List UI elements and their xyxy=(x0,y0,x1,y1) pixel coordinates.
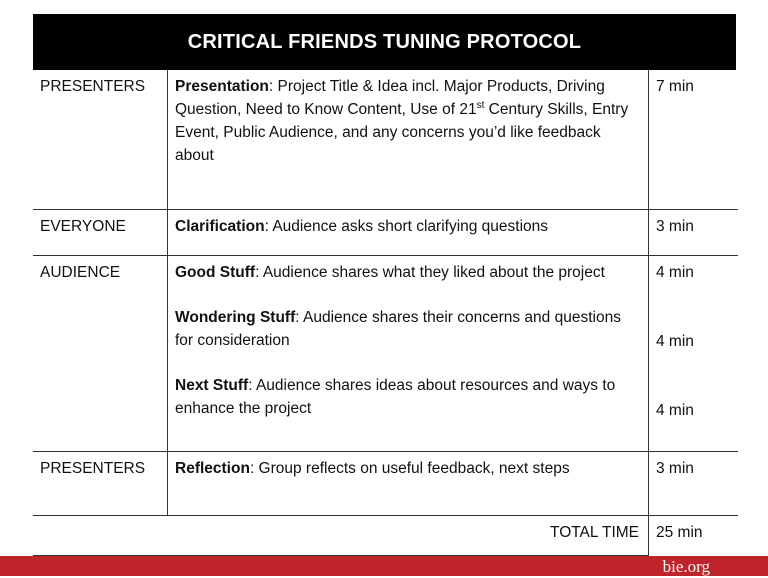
time-value: 4 min xyxy=(656,333,694,350)
step-text: : Project Title & Idea incl. Major Products, Driving Question, Need to Know Content, Use of 21 xyxy=(175,78,605,118)
brand-logo-text: bie.org xyxy=(662,557,710,576)
step-label: Wondering Stuff xyxy=(175,309,296,326)
description-cell xyxy=(168,256,649,452)
table-row xyxy=(33,452,738,516)
step-superscript: st xyxy=(476,99,485,111)
table-row xyxy=(33,210,738,256)
step-entry xyxy=(175,306,641,352)
step-entry xyxy=(175,374,641,420)
description-cell xyxy=(168,70,649,210)
step-label: Next Stuff xyxy=(175,377,249,394)
description-cell xyxy=(168,452,649,516)
step-text: Century Skills, Entry Event, Public Audience, and any concerns you’d like feedback about xyxy=(175,101,629,164)
role-cell: AUDIENCE xyxy=(33,256,168,452)
step-label: Reflection xyxy=(175,460,250,477)
total-label: TOTAL TIME xyxy=(33,516,649,556)
time-value: 4 min xyxy=(656,264,694,281)
step-text: : Audience shares ideas about resources and ways to enhance the project xyxy=(175,377,616,417)
role-cell: EVERYONE xyxy=(33,210,168,256)
step-entry xyxy=(175,261,641,284)
total-row xyxy=(33,516,738,556)
time-cell xyxy=(649,452,739,516)
step-text: : Audience asks short clarifying questions xyxy=(264,218,549,235)
description-cell xyxy=(168,210,649,256)
role-cell: PRESENTERS xyxy=(33,70,168,210)
footer-bar xyxy=(0,556,768,576)
page-title: CRITICAL FRIENDS TUNING PROTOCOL xyxy=(33,14,736,70)
table-row xyxy=(33,256,738,452)
time-value: 4 min xyxy=(656,402,694,419)
time-value: 3 min xyxy=(656,460,694,477)
total-value: 25 min xyxy=(656,524,703,541)
step-text: : Audience shares their concerns and questions for consideration xyxy=(175,309,621,349)
step-text: : Group reflects on useful feedback, next steps xyxy=(249,460,570,477)
step-label: Clarification xyxy=(175,218,265,235)
time-value: 3 min xyxy=(656,218,694,235)
protocol-table xyxy=(33,70,738,556)
step-label: Good Stuff xyxy=(175,264,256,281)
time-cell xyxy=(649,210,739,256)
time-cell xyxy=(649,256,739,452)
time-cell xyxy=(649,70,739,210)
step-label: Presentation xyxy=(175,78,269,95)
time-value: 7 min xyxy=(656,78,694,95)
step-text: : Audience shares what they liked about the project xyxy=(255,264,605,281)
table-row xyxy=(33,70,738,210)
role-cell: PRESENTERS xyxy=(33,452,168,516)
